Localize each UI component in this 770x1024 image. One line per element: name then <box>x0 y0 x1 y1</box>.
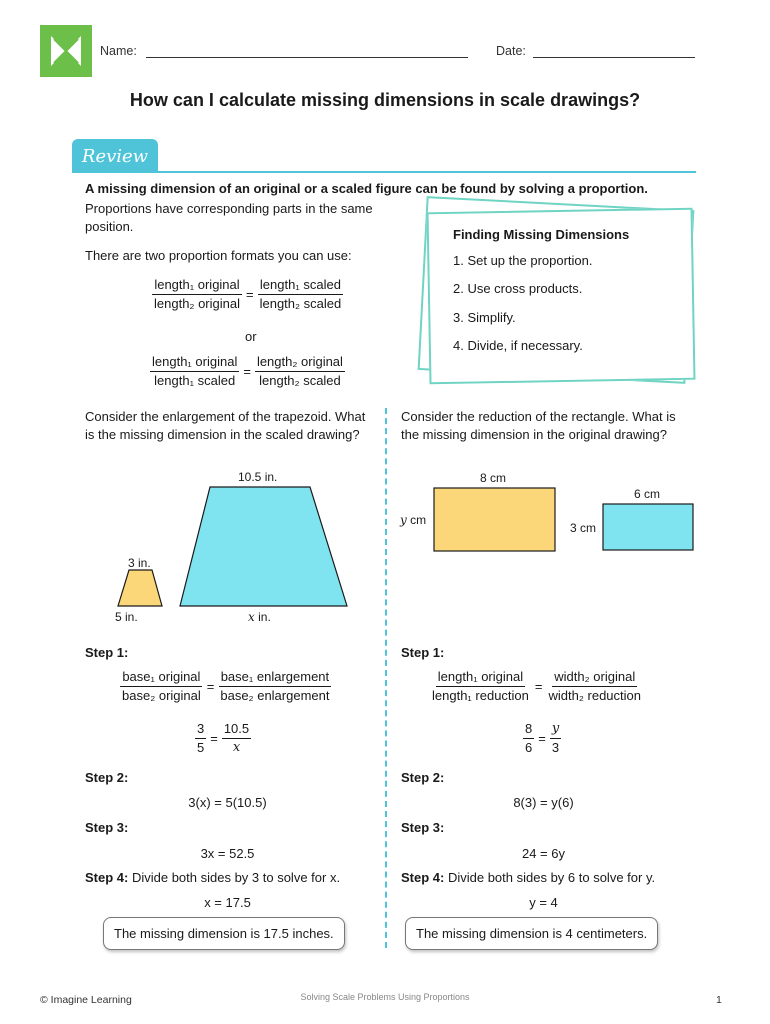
denominator: length₂ scaled <box>259 373 341 388</box>
right-step-2: Step 2: <box>401 770 445 785</box>
right-step-3: Step 3: <box>401 820 445 835</box>
footer-copyright: © Imagine Learning <box>40 994 132 1006</box>
small-trapezoid <box>118 570 162 606</box>
fraction-right <box>255 353 345 390</box>
big-trapezoid-top-label: 10.5 in. <box>238 470 278 484</box>
fraction-left <box>523 720 534 757</box>
equals-sign: = <box>534 679 543 694</box>
right-step-4: Step 4: Divide both sides by 6 to solve for y. <box>401 870 656 885</box>
numerator: 3 <box>195 720 206 739</box>
rectangle-figure <box>420 480 710 560</box>
left-step-1: Step 1: <box>85 645 129 660</box>
card-step: 1. Set up the proportion. <box>453 253 593 268</box>
right-prompt: Consider the reduction of the rectangle. What is the missing dimension in the original drawing? <box>401 409 676 442</box>
left-proportion-numbers <box>195 720 251 757</box>
proportion-format-2 <box>150 353 345 390</box>
small-rectangle <box>603 504 693 550</box>
numerator: width₂ original <box>552 668 637 687</box>
column-divider <box>385 408 387 948</box>
left-answer-box: The missing dimension is 17.5 inches. <box>103 917 345 950</box>
card-step: 3. Simplify. <box>453 310 516 325</box>
large-trapezoid <box>180 487 347 606</box>
numerator: base₁ original <box>120 668 202 687</box>
footer-title: Solving Scale Problems Using Proportions <box>300 992 470 1002</box>
logo-icon <box>40 25 92 77</box>
big-rectangle-side-label: y cm <box>400 513 427 527</box>
numerator: length₁ original <box>152 276 241 295</box>
denominator: length₁ reduction <box>432 688 529 703</box>
denominator: length₁ scaled <box>154 373 236 388</box>
right-step-1: Step 1: <box>401 645 445 660</box>
right-answer-box: The missing dimension is 4 centimeters. <box>405 917 658 950</box>
card-step: 4. Divide, if necessary. <box>453 338 583 353</box>
review-tab: Review <box>72 139 158 173</box>
logo <box>40 25 92 77</box>
page-title: How can I calculate missing dimensions in scale drawings? <box>129 90 641 110</box>
intro-heading: A missing dimension of an original or a scaled figure can be found by solving a proportion. <box>85 181 648 196</box>
right-proportion-words <box>430 668 643 705</box>
fraction-right <box>218 668 331 705</box>
fraction-left <box>150 353 239 390</box>
denominator: width₂ reduction <box>548 688 641 703</box>
fraction-right <box>222 720 251 757</box>
big-rectangle-top-label: 8 cm <box>480 471 507 485</box>
right-equation-4: y = 4 <box>529 895 558 910</box>
fraction-right <box>547 668 644 705</box>
fraction-left <box>195 720 206 757</box>
left-equation-3: 3x = 52.5 <box>200 846 255 861</box>
equals-sign: = <box>246 287 254 302</box>
left-step-4: Step 4: Divide both sides by 3 to solve for x. <box>85 870 341 885</box>
numerator: 8 <box>523 720 534 739</box>
small-trapezoid-bottom-label: 5 in. <box>115 610 138 624</box>
small-rectangle-side-label: 3 cm <box>570 521 597 535</box>
left-step-3: Step 3: <box>85 820 129 835</box>
denominator: 5 <box>197 740 205 755</box>
denominator: length₂ original <box>154 296 240 311</box>
big-trapezoid-bottom-label: x in. <box>248 610 271 624</box>
review-divider <box>72 171 696 173</box>
left-prompt: Consider the enlargement of the trapezoid. What is the missing dimension in the scaled drawing? <box>85 409 366 442</box>
fraction-right <box>550 720 561 757</box>
numerator: length₁ scaled <box>258 276 343 295</box>
numerator: length₂ original <box>255 353 345 372</box>
numerator: length₁ original <box>150 353 239 372</box>
numerator: y <box>550 720 561 739</box>
formats-intro: There are two proportion formats you can use: <box>85 248 352 263</box>
right-equation-3: 24 = 6y <box>521 846 565 861</box>
right-equation-2: 8(3) = y(6) <box>513 795 574 810</box>
name-label: Name: <box>100 44 137 58</box>
left-equation-4: x = 17.5 <box>204 895 251 910</box>
intro-paragraph: Proportions have corresponding parts in the same position. <box>85 201 373 234</box>
numerator: 10.5 <box>222 720 251 739</box>
left-equation-2: 3(x) = 5(10.5) <box>188 795 267 810</box>
denominator: x <box>232 740 241 755</box>
numerator: base₁ enlargement <box>219 668 331 687</box>
left-step-2: Step 2: <box>85 770 129 785</box>
fraction-right <box>258 276 344 313</box>
page-number: 1 <box>716 994 722 1006</box>
card-step: 2. Use cross products. <box>453 281 583 296</box>
denominator: 3 <box>551 740 560 755</box>
denominator: base₂ enlargement <box>220 688 330 703</box>
small-rectangle-top-label: 6 cm <box>634 487 661 501</box>
date-field[interactable] <box>533 57 695 58</box>
small-trapezoid-top-label: 3 in. <box>128 556 151 570</box>
fraction-left <box>430 668 531 705</box>
fraction-left <box>120 668 203 705</box>
card-title: Finding Missing Dimensions <box>453 227 630 242</box>
trapezoid-figure <box>100 480 370 610</box>
date-label: Date: <box>496 44 526 58</box>
equals-sign: = <box>206 679 215 694</box>
equals-sign: = <box>538 731 546 746</box>
denominator: base₂ original <box>122 688 201 703</box>
equals-sign: = <box>210 731 218 746</box>
right-proportion-numbers <box>523 720 561 757</box>
numerator: length₁ original <box>436 668 525 687</box>
name-field[interactable] <box>146 57 468 58</box>
denominator: length₂ scaled <box>259 296 342 311</box>
fraction-left <box>152 276 242 313</box>
large-rectangle <box>434 488 555 551</box>
denominator: 6 <box>525 740 533 755</box>
equals-sign: = <box>243 364 251 379</box>
proportion-format-1 <box>152 276 343 313</box>
or-text: or <box>245 329 257 344</box>
left-proportion-words <box>120 668 331 705</box>
